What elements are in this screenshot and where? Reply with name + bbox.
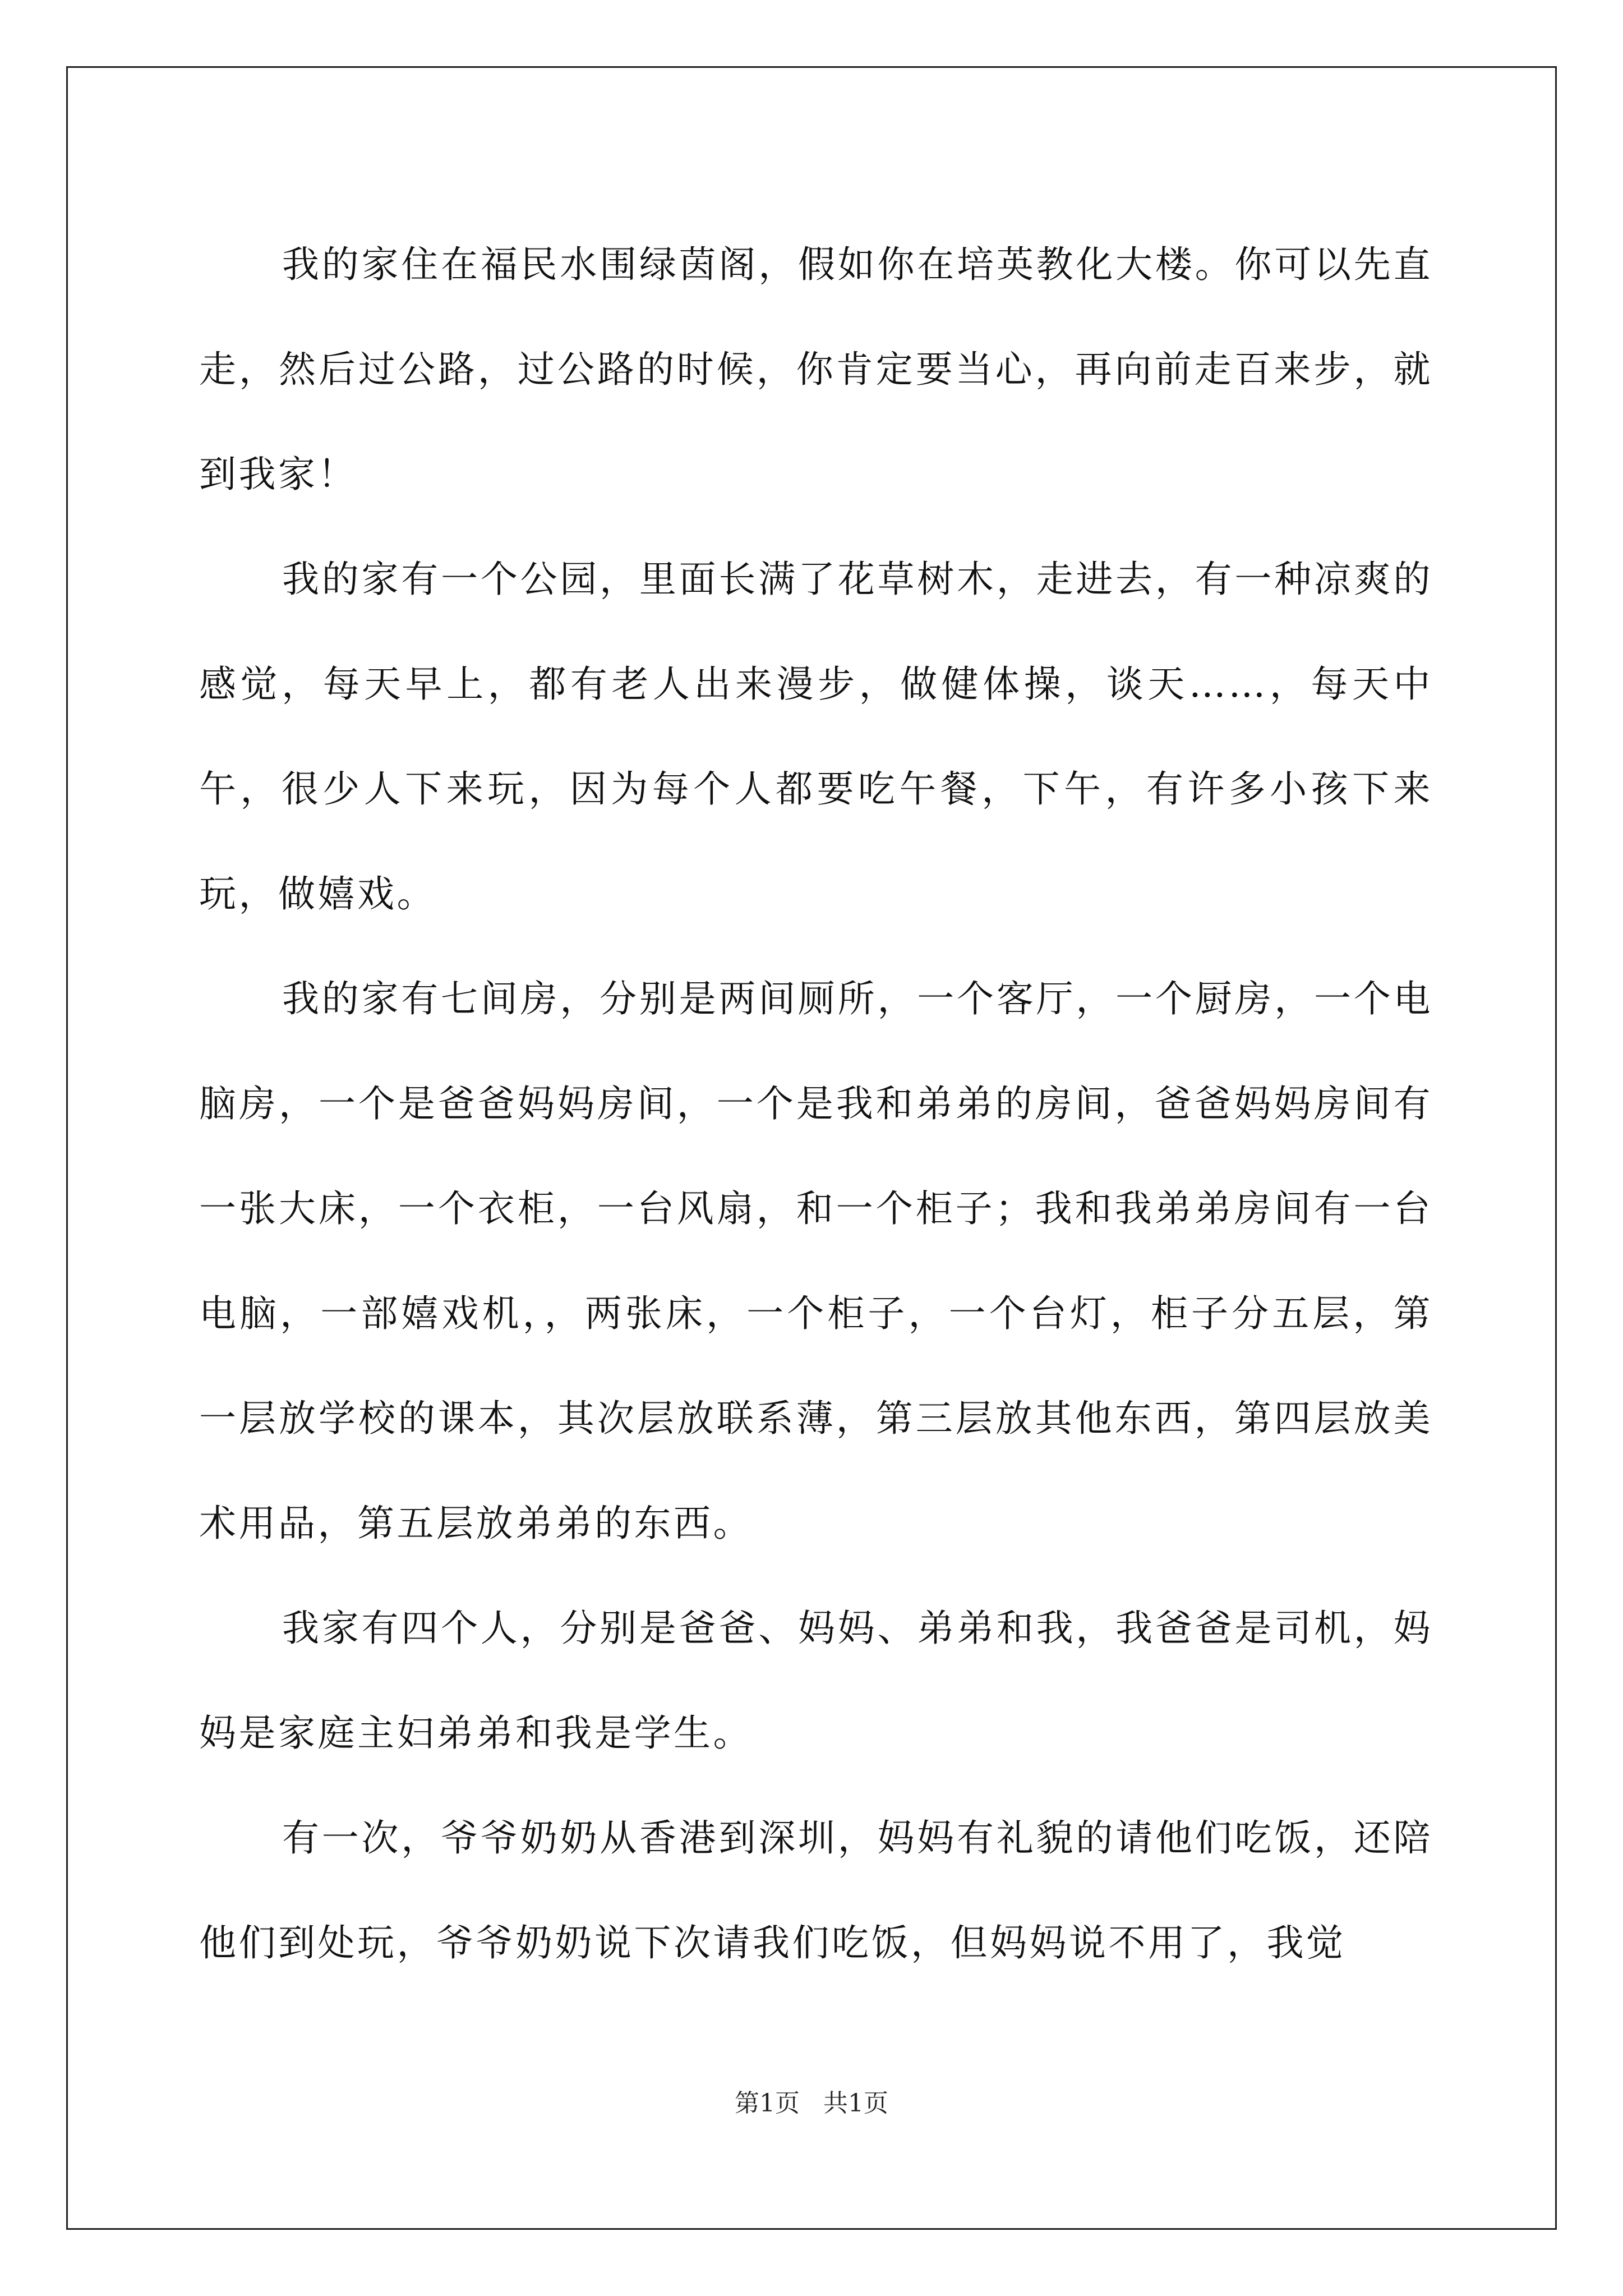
document-body (199, 212, 1433, 1995)
paragraph-2: 我的家有一个公园，里面长满了花草树木，走进去，有一种凉爽的感觉，每天早上，都有老人出来漫步，做健体操，谈天……，每天中午，很少人下来玩，因为每个人都要吃午餐，下午，有许多小孩下来玩，做嬉戏。 (199, 558, 1433, 915)
page-number-total: 共1页 (823, 2089, 888, 2118)
page-footer (0, 2087, 1623, 2120)
paragraph-4: 我家有四个人，分别是爸爸、妈妈、弟弟和我，我爸爸是司机，妈妈是家庭主妇弟弟和我是学生。 (199, 1607, 1433, 1755)
paragraph-5: 有一次，爷爷奶奶从香港到深圳，妈妈有礼貌的请他们吃饭，还陪他们到处玩，爷爷奶奶说下次请我们吃饭，但妈妈说不用了，我觉 (199, 1816, 1433, 1964)
paragraph-3: 我的家有七间房，分别是两间厕所，一个客厅，一个厨房，一个电脑房，一个是爸爸妈妈房间，一个是我和弟弟的房间，爸爸妈妈房间有一张大床，一个衣柜，一台风扇，和一个柜子；我和我弟弟房间有一台电脑，一部嬉戏机，，两张床，一个柜子，一个台灯，柜子分五层，第一层放学校的课本，其次层放联系薄，第三层放其他东西，第四层放美术用品，第五层放弟弟的东西。 (199, 977, 1433, 1545)
page-number-current: 第1页 (735, 2089, 800, 2118)
paragraph-1: 我的家住在福民水围绿茵阁，假如你在培英教化大楼。你可以先直走，然后过公路，过公路的时候，你肯定要当心，再向前走百来步，就到我家！ (199, 243, 1433, 496)
